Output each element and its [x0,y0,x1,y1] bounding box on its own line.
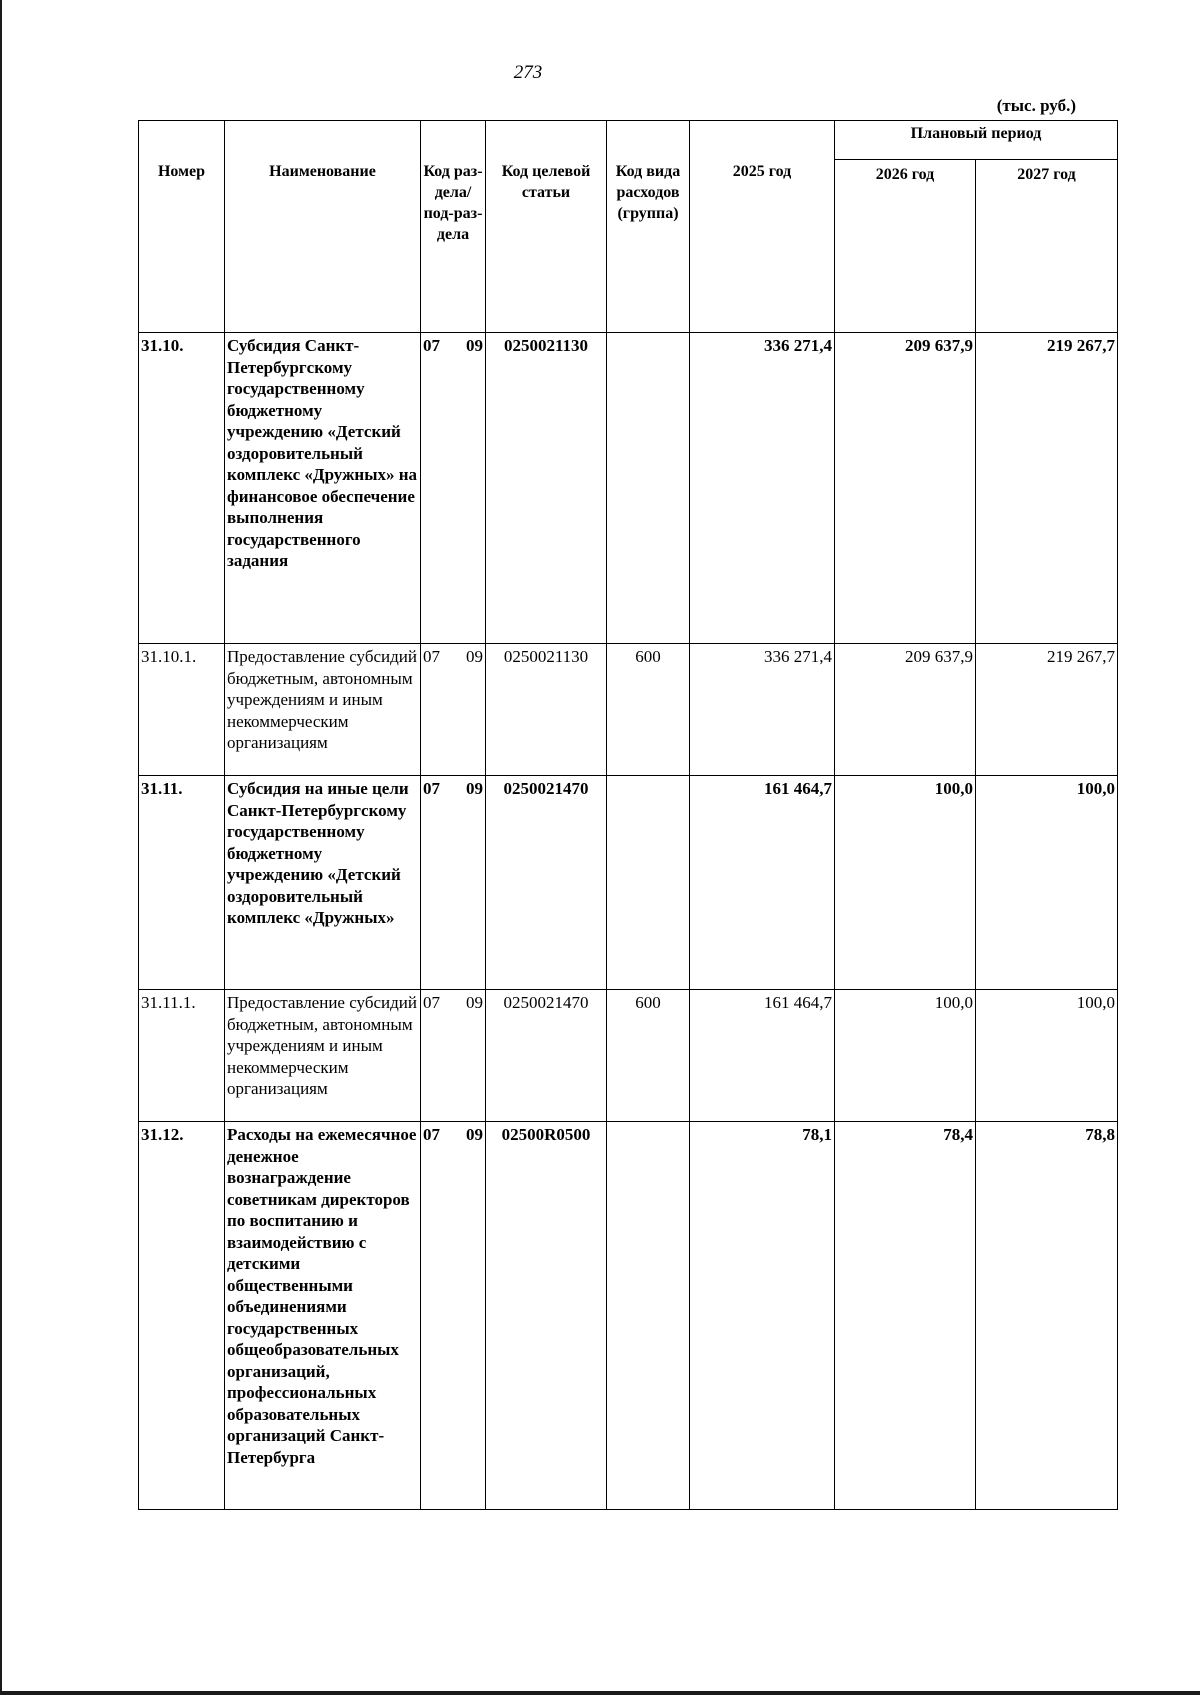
subsection-code: 09 [466,779,483,798]
subsection-code: 09 [466,336,483,355]
header-2027: 2027 год [976,160,1118,333]
cell-number: 31.10. [139,333,225,644]
cell-name: Субсидия Санкт-Петербургскому государственному бюджетному учреждению «Детский оздоровительный комплекс «Дружных» на финансовое обеспечение выполнения государственного задания [225,333,421,644]
cell-section [421,990,486,1122]
header-expense-type: Код вида расходов (группа) [607,121,690,333]
cell-section [421,333,486,644]
cell-expense-type [607,1122,690,1510]
section-code-pair [423,778,483,800]
cell-target-code: 0250021470 [486,990,607,1122]
subsection-code: 09 [466,647,483,666]
header-planned-period: Плановый период [835,121,1118,160]
cell-number: 31.11. [139,776,225,990]
table-row [139,776,1118,990]
table-row [139,333,1118,644]
cell-2025: 161 464,7 [690,990,835,1122]
table-body [139,333,1118,1510]
header-section: Код раз-дела/ под-раз-дела [421,121,486,333]
header-name: Наименование [225,121,421,333]
header-target: Код целевой статьи [486,121,607,333]
cell-name: Предоставление субсидий бюджетным, автономным учреждениям и иным некоммерческим организациям [225,644,421,776]
cell-name: Предоставление субсидий бюджетным, автономным учреждениям и иным некоммерческим организациям [225,990,421,1122]
cell-number: 31.12. [139,1122,225,1510]
cell-section [421,1122,486,1510]
cell-expense-type: 600 [607,990,690,1122]
cell-name: Субсидия на иные цели Санкт-Петербургскому государственному бюджетному учреждению «Детский оздоровительный комплекс «Дружных» [225,776,421,990]
cell-number: 31.10.1. [139,644,225,776]
cell-section [421,644,486,776]
cell-2026: 209 637,9 [835,644,976,776]
cell-target-code: 02500R0500 [486,1122,607,1510]
section-code-pair [423,646,483,668]
cell-target-code: 0250021130 [486,333,607,644]
cell-2027: 78,8 [976,1122,1118,1510]
cell-2026: 78,4 [835,1122,976,1510]
cell-target-code: 0250021130 [486,644,607,776]
section-code: 07 [423,1125,440,1144]
cell-name: Расходы на ежемесячное денежное вознаграждение советникам директоров по воспитанию и взаимодействию с детскими общественными объединениями государственных общеобразовательных организаций, профессиональных образовательных организаций Санкт-Петербурга [225,1122,421,1510]
section-code-pair [423,1124,483,1146]
table-row [139,644,1118,776]
subsection-code: 09 [466,1125,483,1144]
scan-edge-bottom [0,1691,1200,1695]
section-code: 07 [423,993,440,1012]
cell-expense-type: 600 [607,644,690,776]
section-code: 07 [423,779,440,798]
section-code-pair [423,992,483,1014]
cell-expense-type [607,333,690,644]
cell-2026: 100,0 [835,990,976,1122]
header-2025: 2025 год [690,121,835,333]
scan-edge-left [0,0,2,1695]
cell-2025: 336 271,4 [690,644,835,776]
cell-2025: 336 271,4 [690,333,835,644]
section-code-pair [423,335,483,357]
page-number: 273 [513,62,543,83]
section-code: 07 [423,336,440,355]
cell-expense-type [607,776,690,990]
section-code: 07 [423,647,440,666]
cell-2026: 100,0 [835,776,976,990]
cell-2025: 78,1 [690,1122,835,1510]
cell-2027: 100,0 [976,776,1118,990]
table-row [139,990,1118,1122]
subsection-code: 09 [466,993,483,1012]
header-2026: 2026 год [835,160,976,333]
cell-2025: 161 464,7 [690,776,835,990]
cell-2027: 219 267,7 [976,644,1118,776]
cell-section [421,776,486,990]
cell-target-code: 0250021470 [486,776,607,990]
header-row-top [139,121,1118,160]
cell-number: 31.11.1. [139,990,225,1122]
budget-table [138,120,1118,1510]
table-row [139,1122,1118,1510]
cell-2026: 209 637,9 [835,333,976,644]
cell-2027: 219 267,7 [976,333,1118,644]
header-number: Номер [139,121,225,333]
units-label: (тыс. руб.) [996,96,1076,115]
cell-2027: 100,0 [976,990,1118,1122]
